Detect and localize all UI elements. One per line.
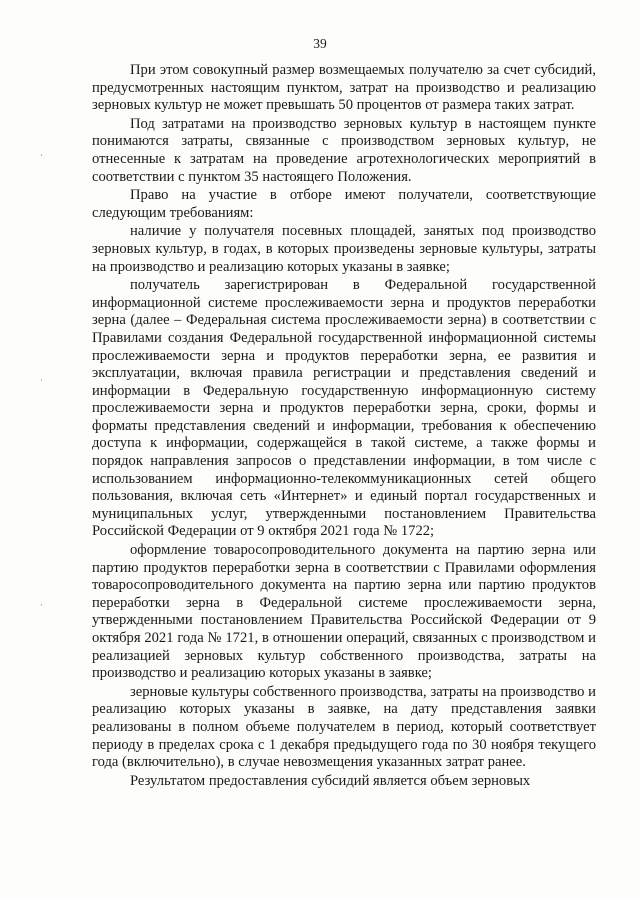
paragraph-requirement-registration: получатель зарегистрирован в Федеральной государственной информационной системе прослеживаемости зерна и продуктов переработки зерна (далее – Федеральная система прослеживаемости зерна) в соответствии с Правилами создания Федеральной государственной информационной системы прослеживаемости зерна и продуктов переработки зерна, ее развития и эксплуатации, включая правила регистрации и представления сведений и информации в Федеральную государственную информационную систему прослеживаемости зерна и продуктов переработки зерна, сроки, формы и форматы представления сведений и информации, требования к обеспечению доступа к информации, содержащейся в такой системе, а также формы и порядок направления запросов о представлении информации, в том числе с использованием информационно-телекоммуникационных сетей общего пользования, включая сеть «Интернет» и единый портал государственных и муниципальных услуг, утвержденными постановлением Правительства Российской Федерации от 9 октября 2021 года № 1722;	[92, 277, 596, 540]
paragraph-eligibility-intro: Право на участие в отборе имеют получатели, соответствующие следующим требованиям:	[92, 187, 596, 221]
document-body	[92, 62, 596, 790]
paragraph-subsidy-result: Результатом предоставления субсидий является объем зерновых	[130, 772, 531, 789]
paragraph-requirement-shipping-document: оформление товаросопроводительного документа на партию зерна или партию продуктов переработки зерна в соответствии с Правилами оформления товаросопроводительного документа на партию зерна или партию продуктов переработки зерна в Федеральной системе прослеживаемости зерна, утвержденными постановлением Правительства Российской Федерации от 9 октября 2021 года № 1721, в отношении операций, связанных с производством и реализацией зерновых культур собственного производства, затраты на производство и реализацию которых указаны в заявке;	[92, 542, 596, 682]
paragraph-production-costs-definition: Под затратами на производство зерновых культур в настоящем пункте понимаются затраты, связанные с производством зерновых культур, не отнесенные к затратам на проведение агротехнологических мероприятий в соответствии с пунктом 35 настоящего Положения.	[92, 115, 596, 185]
margin-mark: ·	[40, 600, 43, 610]
margin-mark: ·	[40, 375, 43, 385]
paragraph-total-subsidy-limit: При этом совокупный размер возмещаемых получателю за счет субсидий, предусмотренных настоящим пунктом, затрат на производство и реализацию зерновых культур не может превышать 50 процентов от размера таких затрат.	[92, 62, 596, 114]
paragraph-requirement-sold-crops: зерновые культуры собственного производства, затраты на производство и реализацию которых указаны в заявке, на дату представления заявки реализованы в полном объеме получателем в период, который соответствует периоду в пределах срока с 1 декабря предыдущего года по 30 ноября текущего года (включительно), в случае невозмещения указанных затрат ранее.	[92, 683, 596, 771]
paragraph-requirement-sown-areas: наличие у получателя посевных площадей, занятых под производство зерновых культур, в годах, в которых произведены зерновые культуры, затраты на производство и реализацию которых указаны в заявке;	[92, 223, 596, 275]
margin-mark: ·	[40, 150, 43, 160]
page-number: 39	[313, 36, 327, 51]
